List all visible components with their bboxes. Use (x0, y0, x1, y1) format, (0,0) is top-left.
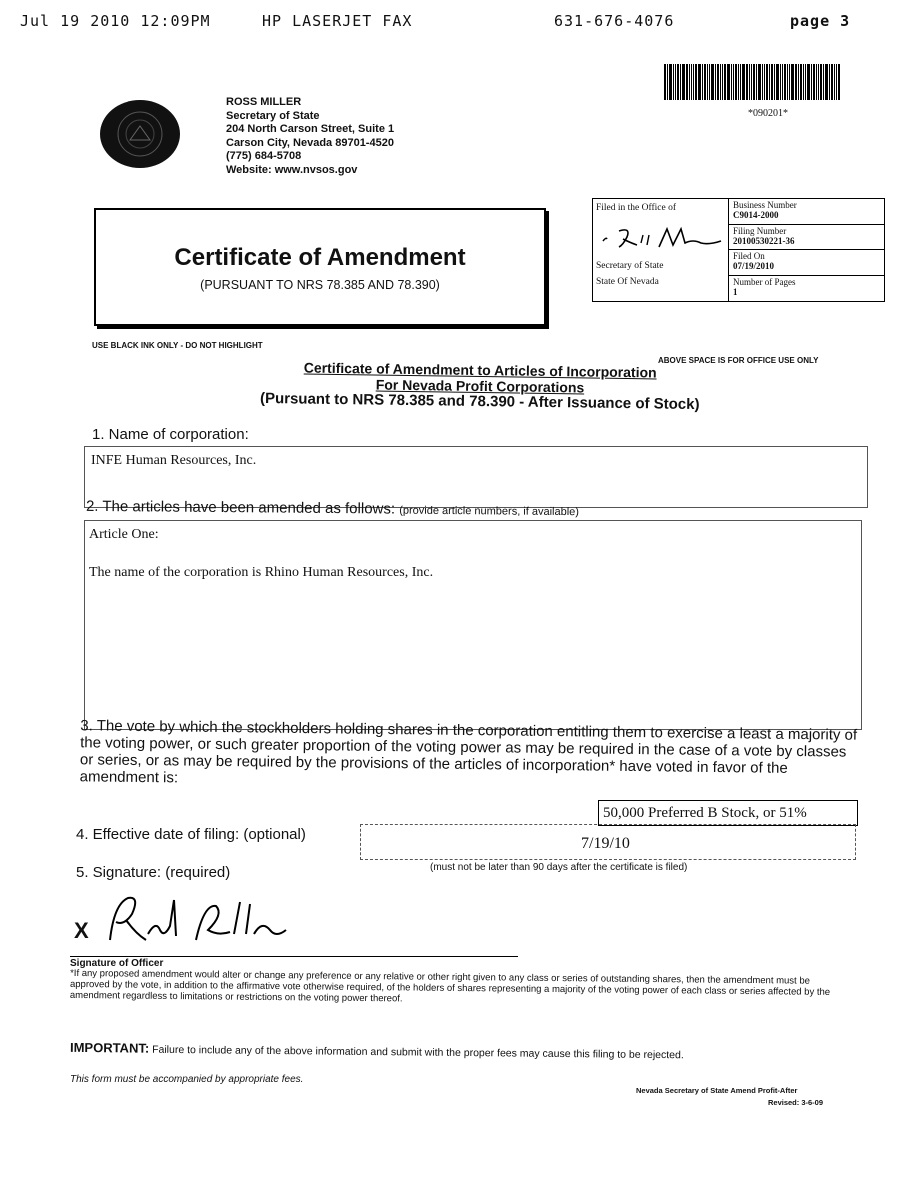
barcode-bar (816, 64, 817, 100)
barcode-bar (791, 64, 794, 100)
barcode-bar (689, 64, 690, 100)
barcode-bar (707, 64, 708, 100)
barcode-bar (698, 64, 701, 100)
pages-label: Number of Pages (733, 276, 796, 287)
footnote: *If any proposed amendment would alter or change any preference or any relative or other right given to any class or series of outstanding shares, then the amendment must be approved by the vote, in addition to the affirmative vote otherwise required, of the holders of shares representing a majority of the voting power of each class or series affected by the amendment regardless to limitations or restrictions on the voting power thereof. (69, 967, 831, 1005)
secretary-signature-icon (597, 223, 725, 253)
business-number: C9014-2000 (733, 210, 779, 220)
barcode-bar (825, 64, 828, 100)
barcode-bar (831, 64, 833, 100)
state-seal-icon (100, 100, 180, 168)
barcode-bar (686, 64, 688, 100)
barcode-bar (704, 64, 706, 100)
barcode-bar (838, 64, 840, 100)
filing-number-label: Filing Number (733, 225, 787, 236)
barcode-bar (803, 64, 804, 100)
barcode-bar (771, 64, 773, 100)
signature-x: X (74, 918, 89, 943)
barcode-bar (680, 64, 681, 100)
article-line1: Article One: (89, 527, 159, 542)
barcode-bar (813, 64, 815, 100)
form-title-line2: For Nevada Profit Corporations (375, 376, 585, 396)
filed-on-label: Filed On (733, 251, 765, 261)
q1-label: 1. Name of corporation: (92, 426, 249, 443)
effective-date-field[interactable] (360, 824, 856, 860)
issuer-name: ROSS MILLER (226, 96, 302, 108)
barcode-bar (720, 64, 721, 100)
barcode-bar (766, 64, 768, 100)
state-label: State Of Nevada (596, 277, 659, 287)
barcode-bar (787, 64, 788, 100)
ink-instruction: USE BLACK INK ONLY - DO NOT HIGHLIGHT (92, 341, 263, 350)
certificate-title-box (94, 208, 546, 326)
q5-label: 5. Signature: (required) (76, 864, 231, 881)
barcode-bar (667, 64, 668, 100)
certificate-title: Certificate of Amendment (174, 244, 466, 271)
barcode-bar (695, 64, 697, 100)
barcode-bar (669, 64, 672, 100)
barcode-bar (776, 64, 779, 100)
vote-value: 50,000 Preferred B Stock, or 51% (603, 805, 807, 821)
issuer-title: Secretary of State (226, 109, 320, 122)
pages-count: 1 (733, 286, 738, 297)
barcode-bar (675, 64, 676, 100)
barcode-bar (805, 64, 806, 100)
secretary-label: Secretary of State (596, 261, 664, 271)
signature-line (70, 956, 518, 957)
barcode-bar (715, 64, 716, 100)
issuer-city: Carson City, Nevada 89701-4520 (226, 136, 394, 149)
fax-device: HP LASERJET FAX (262, 12, 413, 30)
barcode-bar (702, 64, 703, 100)
barcode-bar (677, 64, 679, 100)
corporation-name-value: INFE Human Resources, Inc. (91, 453, 257, 468)
barcode-bar (780, 64, 781, 100)
barcode-bar (782, 64, 783, 100)
article-line2: The name of the corporation is Rhino Human Resources, Inc. (89, 565, 434, 580)
barcode-bar (762, 64, 763, 100)
barcode-bar (724, 64, 726, 100)
issuer-street: 204 North Carson Street, Suite 1 (226, 123, 395, 135)
barcode-bar (738, 64, 739, 100)
effective-date-value: 7/19/10 (581, 835, 630, 852)
fees-note: This form must be accompanied by appropriate fees. (70, 1074, 304, 1085)
barcode-bar (800, 64, 802, 100)
q2-note: (provide article numbers, if available) (399, 504, 580, 519)
issuer-address (226, 96, 394, 177)
vote-field[interactable] (598, 800, 858, 826)
barcode-bar (753, 64, 755, 100)
barcode-bar (751, 64, 752, 100)
barcode-bar (746, 64, 748, 100)
barcode-bar (731, 64, 732, 100)
business-number-label: Business Number (733, 200, 797, 210)
barcode-bar (769, 64, 770, 100)
barcode-bar (795, 64, 797, 100)
barcode-bar (829, 64, 830, 100)
fax-page: page 3 (790, 12, 851, 30)
barcode-bar (673, 64, 674, 100)
office-use-note: ABOVE SPACE IS FOR OFFICE USE ONLY (658, 356, 819, 365)
barcode-bar (818, 64, 819, 100)
barcode-bar (664, 64, 666, 100)
fax-phone: 631-676-4076 (554, 12, 675, 30)
important-text: Failure to include any of the above information and submit with the proper fees may cause this filing to be rejected. (152, 1043, 684, 1062)
effective-date-note: (must not be later than 90 days after the certificate is filed) (430, 862, 688, 873)
barcode-bar (789, 64, 790, 100)
barcode-bar (691, 64, 692, 100)
form-id-line1: Nevada Secretary of State Amend Profit-After (636, 1086, 798, 1095)
issuer-website: Website: www.nvsos.gov (226, 163, 358, 176)
q2-label: 2. The articles have been amended as follows: (85, 497, 396, 518)
fax-date-time: Jul 19 2010 12:09PM (20, 12, 211, 30)
barcode-bar (749, 64, 750, 100)
form-title-line1: Certificate of Amendment to Articles of Incorporation (303, 359, 657, 381)
barcode-bar (764, 64, 765, 100)
important-label: IMPORTANT: (69, 1039, 150, 1056)
issuer-phone: (775) 684-5708 (226, 150, 302, 162)
barcode-bar (834, 64, 835, 100)
barcode-bar (693, 64, 694, 100)
barcode-bar (820, 64, 822, 100)
barcode-bar (784, 64, 786, 100)
filed-on-date: 07/19/2010 (733, 261, 775, 271)
barcode-bar (742, 64, 745, 100)
barcode-caption: *090201* (748, 108, 788, 119)
form-title (150, 357, 811, 414)
barcode-bar (717, 64, 719, 100)
barcode-bar (735, 64, 737, 100)
officer-signature-icon (100, 890, 300, 952)
form-id-line2: Revised: 3-6-09 (768, 1098, 824, 1107)
barcode-bar (682, 64, 685, 100)
barcode-bar (811, 64, 812, 100)
barcode-bar (733, 64, 734, 100)
q4-label: 4. Effective date of filing: (optional) (76, 826, 306, 843)
barcode-bar (709, 64, 710, 100)
barcode-bar (774, 64, 775, 100)
barcode-bar (758, 64, 761, 100)
amended-articles-field[interactable] (84, 520, 862, 730)
barcode-bar (740, 64, 741, 100)
filed-in-label: Filed in the Office of (596, 203, 677, 213)
signature-of-officer-label: Signature of Officer (70, 958, 164, 969)
certificate-subtitle: (PURSUANT TO NRS 78.385 AND 78.390) (200, 278, 440, 292)
barcode-bar (727, 64, 730, 100)
barcode-bar (836, 64, 837, 100)
filing-number: 20100530221-36 (733, 235, 795, 246)
barcode-bar (798, 64, 799, 100)
barcode-bar (756, 64, 757, 100)
form-title-line3: (Pursuant to NRS 78.385 and 78.390 - After Issuance of Stock) (259, 389, 700, 414)
q2-heading (86, 498, 579, 519)
barcode-bar (807, 64, 810, 100)
barcode-bar (711, 64, 714, 100)
important-notice (70, 1040, 860, 1063)
q3-text: 3. The vote by which the stockholders holding shares in the corporation entitling them to exercise a least a majority of the voting power, or such greater proportion of the voting power as may be required in the case of a vote by classes or series, or as may be required by the provisions of the articles of incorporation* have voted in favor of the amendment is: (79, 717, 858, 787)
barcode-bar (823, 64, 824, 100)
filing-stamp-table (592, 198, 885, 302)
barcode-bar (722, 64, 723, 100)
barcode (664, 64, 890, 100)
